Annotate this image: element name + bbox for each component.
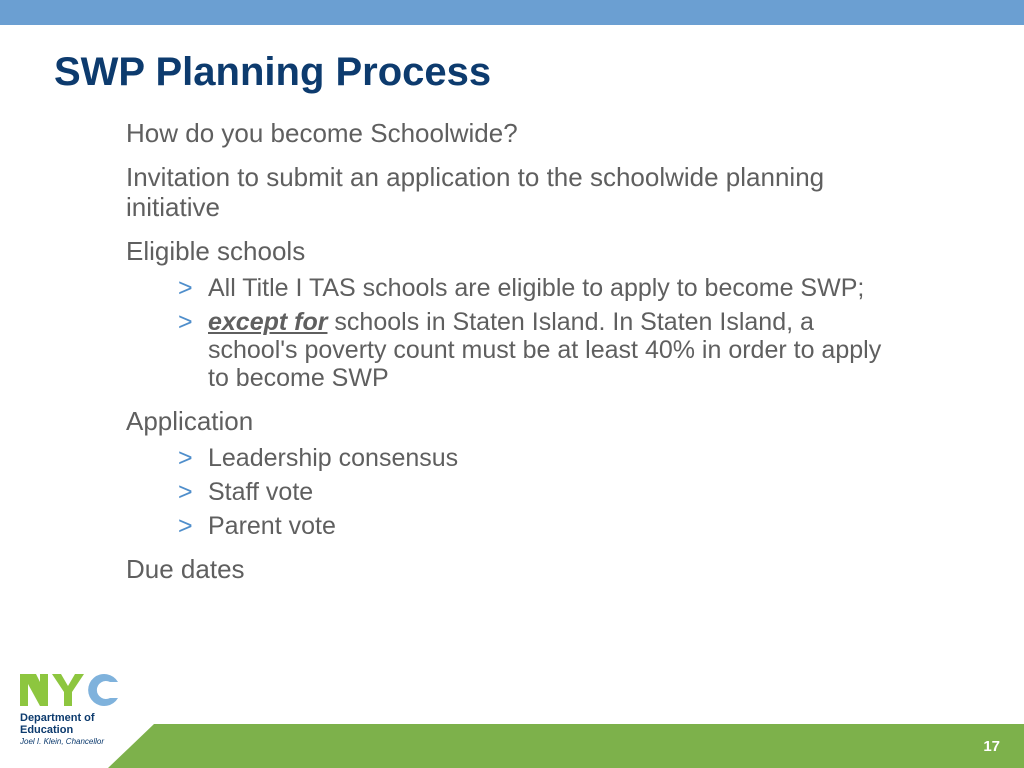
page-number: 17	[983, 738, 1000, 755]
application-item-staff: Staff vote	[208, 478, 314, 506]
bottom-green-band	[0, 724, 1024, 768]
application-sublist	[126, 444, 886, 540]
bullet-invitation: Invitation to submit an application to the schoolwide planning initiative	[126, 162, 825, 222]
bullet-become-schoolwide: How do you become Schoolwide?	[126, 118, 518, 148]
bullet-application: Application	[126, 406, 254, 436]
chevron-right-icon: >	[178, 308, 193, 336]
chevron-right-icon: >	[178, 478, 193, 506]
slide-content	[126, 118, 886, 598]
eligible-item-title-i: All Title I TAS schools are eligible to apply to become SWP;	[208, 274, 865, 302]
top-accent-bar	[0, 0, 1024, 25]
nyc-doe-logo	[20, 672, 130, 747]
list-item	[178, 512, 886, 540]
logo-dept-line2: Education	[20, 724, 74, 736]
chevron-right-icon: >	[178, 512, 193, 540]
bullet-eligible-schools: Eligible schools	[126, 236, 306, 266]
bullet-due-dates: Due dates	[126, 554, 245, 584]
list-item	[178, 274, 886, 302]
chevron-right-icon: >	[178, 444, 193, 472]
logo-dept-line1: Department of	[20, 712, 95, 724]
logo-chancellor: Joel I. Klein, Chancellor	[20, 737, 105, 746]
application-item-parent: Parent vote	[208, 512, 336, 540]
except-for-emphasis: except for	[208, 308, 328, 336]
eligible-item-staten-island: schools in Staten Island. In Staten Island, a school's poverty count must be at least 40% in order to apply to become SWP	[208, 308, 882, 392]
list-item	[178, 308, 886, 392]
eligible-sublist	[126, 274, 886, 392]
nyc-logo-icon	[20, 672, 120, 708]
slide-title: SWP Planning Process	[54, 50, 492, 94]
list-item	[178, 444, 886, 472]
application-item-leadership: Leadership consensus	[208, 444, 459, 472]
list-item	[178, 478, 886, 506]
chevron-right-icon: >	[178, 274, 193, 302]
